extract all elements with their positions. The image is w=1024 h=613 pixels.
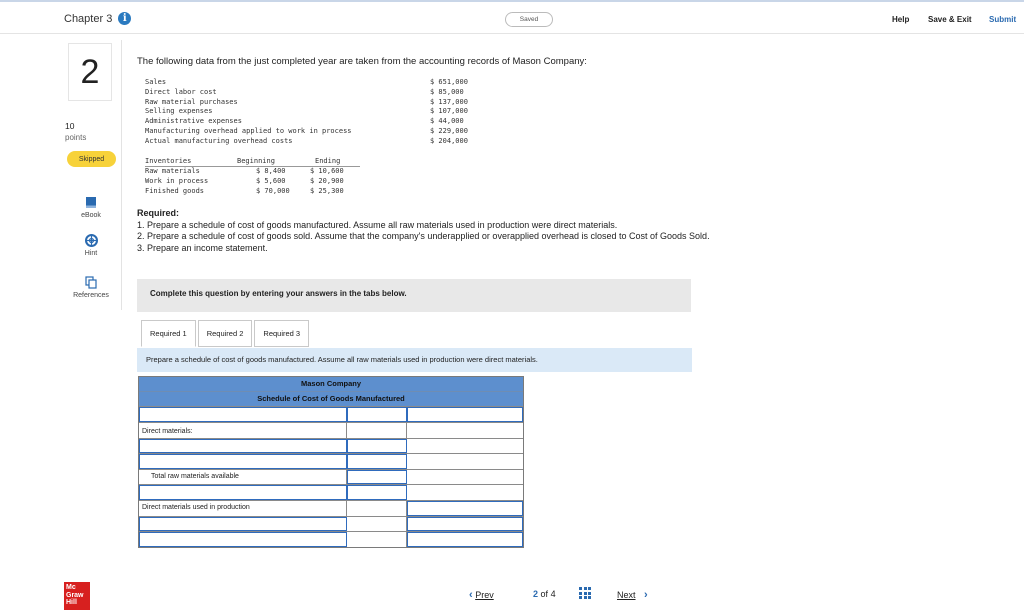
chapter-title (64, 12, 131, 25)
worksheet-row (139, 516, 523, 532)
tab-required-3[interactable]: Required 3 (254, 320, 309, 347)
copy-pages-icon (85, 276, 97, 289)
label-input[interactable] (139, 439, 347, 454)
account-data-table (145, 78, 485, 147)
instructions-banner: Complete this question by entering your answers in the tabs below. (137, 279, 691, 312)
data-value: $ 651,000 (430, 78, 468, 86)
total-input[interactable] (407, 501, 523, 516)
data-row (145, 127, 485, 137)
lifebuoy-icon (85, 234, 98, 247)
label-input[interactable] (139, 454, 347, 469)
mcgraw-hill-logo: Mc Graw Hill (64, 582, 90, 610)
data-row (145, 117, 485, 127)
submit-button[interactable]: Submit (989, 15, 1017, 24)
saved-indicator: Saved (505, 12, 553, 27)
label-input[interactable] (139, 517, 347, 532)
inv-cell: $ 5,600 (256, 177, 286, 185)
references-button[interactable] (60, 276, 122, 299)
save-exit-button[interactable]: Save & Exit (928, 15, 972, 24)
page-current: 2 (533, 589, 539, 599)
data-label: Manufacturing overhead applied to work in process (145, 126, 352, 135)
amount-input[interactable] (347, 454, 407, 469)
inv-cell: Raw materials (145, 167, 200, 175)
data-value: $ 229,000 (430, 126, 468, 135)
inventories-table (145, 157, 360, 197)
data-row (145, 78, 485, 88)
question-intro: The following data from the just completed year are taken from the accounting records of Mason Company: (137, 56, 587, 67)
next-label[interactable]: Next (617, 590, 636, 600)
ebook-button[interactable] (60, 196, 122, 219)
worksheet-title: Schedule of Cost of Goods Manufactured (139, 391, 523, 406)
info-icon[interactable]: i (118, 12, 131, 25)
empty-cell (407, 454, 523, 469)
references-label: References (73, 292, 109, 299)
empty-cell (407, 423, 523, 438)
worksheet-row (139, 500, 523, 516)
cogm-worksheet (138, 376, 524, 548)
tab-required-2[interactable]: Required 2 (198, 320, 253, 347)
data-value: $ 204,000 (430, 136, 468, 145)
data-row (145, 107, 485, 117)
chevron-left-icon: ‹ (469, 589, 473, 601)
data-label: Direct labor cost (145, 87, 217, 96)
label-input[interactable] (139, 485, 347, 500)
data-value: $ 107,000 (430, 107, 468, 116)
worksheet-row (139, 531, 523, 547)
data-label: Actual manufacturing overhead costs (145, 136, 293, 145)
data-value: $ 44,000 (430, 117, 464, 126)
question-sidebar (60, 40, 122, 310)
amount-input[interactable] (347, 439, 407, 454)
inv-cell: $ 25,300 (310, 187, 344, 195)
empty-cell (347, 501, 407, 516)
points-value: 10 (65, 121, 75, 131)
empty-cell (347, 532, 407, 547)
inv-cell: Work in process (145, 177, 209, 185)
inventory-row (145, 177, 360, 187)
inv-cell: $ 20,900 (310, 177, 344, 185)
total-input[interactable] (407, 407, 523, 422)
page-indicator (533, 589, 556, 599)
prev-label[interactable]: Prev (475, 590, 494, 600)
dm-used-label: Direct materials used in production (139, 501, 347, 516)
tab-prompt: Prepare a schedule of cost of goods manufactured. Assume all raw materials used in production were direct materials. (137, 348, 692, 372)
status-badge: Skipped (67, 151, 116, 167)
inv-col-header: Ending (315, 157, 341, 165)
inventories-header (145, 157, 360, 167)
required-title: Required: (137, 208, 180, 218)
page-of: of (540, 589, 549, 599)
prev-button[interactable] (469, 589, 494, 601)
amount-input[interactable] (347, 470, 407, 485)
data-row (145, 98, 485, 108)
grid-icon[interactable] (579, 587, 591, 599)
worksheet-company: Mason Company (139, 377, 523, 391)
direct-materials-label: Direct materials: (139, 423, 347, 438)
worksheet-row (139, 422, 523, 438)
worksheet-row (139, 453, 523, 469)
next-button[interactable] (617, 589, 648, 601)
required-item: 1. Prepare a schedule of cost of goods manufactured. Assume all raw materials used in production were direct materials. (137, 219, 618, 230)
amount-input[interactable] (347, 407, 407, 422)
worksheet-row (139, 469, 523, 485)
required-item: 3. Prepare an income statement. (137, 242, 268, 253)
total-input[interactable] (407, 532, 523, 547)
worksheet-row (139, 406, 523, 422)
data-label: Raw material purchases (145, 97, 238, 106)
data-value: $ 85,000 (430, 87, 464, 96)
page-total: 4 (550, 589, 556, 599)
worksheet-row (139, 438, 523, 454)
label-input[interactable] (139, 532, 347, 547)
inv-cell: $ 8,400 (256, 167, 286, 175)
chevron-right-icon: › (644, 589, 648, 601)
data-row (145, 88, 485, 98)
label-input[interactable] (139, 407, 347, 422)
required-section (137, 208, 747, 254)
empty-cell (347, 517, 407, 532)
top-bar (0, 0, 1024, 34)
inv-cell: $ 70,000 (256, 187, 290, 195)
empty-cell (407, 485, 523, 500)
tab-required-1[interactable]: Required 1 (141, 320, 196, 347)
data-value: $ 137,000 (430, 97, 468, 106)
hint-button[interactable] (60, 234, 122, 257)
worksheet-row (139, 484, 523, 500)
inventory-row (145, 167, 360, 177)
book-icon (85, 196, 97, 209)
hint-label: Hint (84, 250, 98, 257)
answer-tabs (141, 320, 311, 347)
empty-cell (347, 423, 407, 438)
total-input[interactable] (407, 517, 523, 532)
inv-cell: Finished goods (145, 187, 205, 195)
inv-col-header: Beginning (237, 157, 275, 165)
data-row (145, 137, 485, 147)
ebook-label: eBook (81, 212, 101, 219)
points (65, 121, 86, 143)
help-button[interactable]: Help (892, 15, 910, 24)
inv-col-header: Inventories (145, 157, 192, 165)
footer (0, 576, 1024, 613)
inventory-row (145, 187, 360, 197)
empty-cell (407, 470, 523, 485)
data-label: Selling expenses (145, 107, 213, 116)
question-number: 2 (68, 43, 112, 101)
empty-cell (407, 439, 523, 454)
required-item: 2. Prepare a schedule of cost of goods sold. Assume that the company's underapplied or overapplied overhead is closed to Cost of Goods Sold. (137, 231, 710, 241)
data-label: Sales (145, 78, 167, 86)
total-raw-materials-label: Total raw materials available (139, 470, 347, 485)
chapter-label: Chapter 3 (64, 12, 113, 25)
points-label: points (65, 133, 87, 142)
amount-input[interactable] (347, 485, 407, 500)
data-label: Administrative expenses (145, 117, 242, 126)
inv-cell: $ 10,600 (310, 167, 344, 175)
